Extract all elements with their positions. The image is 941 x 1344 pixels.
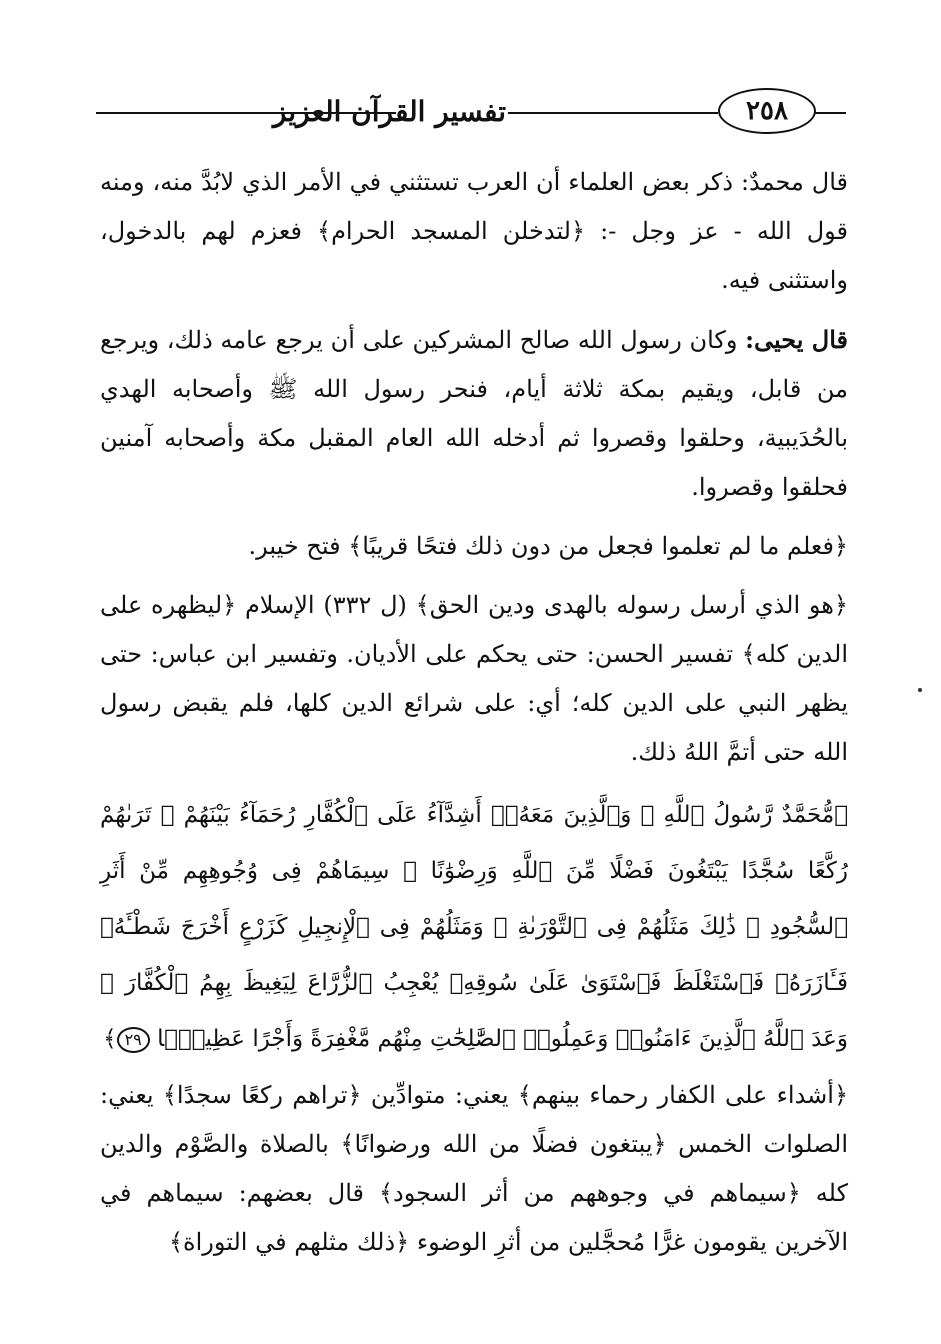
paragraph — [100, 315, 848, 512]
paragraph — [100, 581, 848, 777]
paragraph-text: ﴿هو الذي أرسل رسوله بالهدى ودين الحق﴾ (ل ٣٣٢) الإسلام ﴿ليظهره على الدين كله﴾ تفسير الحسن: حتى يحكم على الأديان. وتفسير ابن عباس: حتى يظهر النبي على الدين كله؛ أي: على شرائع الدين كلها، فلم يقبض رسول الله حتى أتمَّ اللهُ ذلك. — [100, 591, 848, 766]
header-rule — [814, 112, 846, 114]
scan-speck — [918, 688, 922, 692]
paragraph — [100, 158, 848, 305]
ayah-number-marker: ٢٩ — [117, 1027, 150, 1053]
speaker-label: قال يحيى: — [745, 325, 849, 354]
page-number: ٢٥٨ — [718, 88, 816, 134]
paragraph-text: ﴿فعلم ما لم تعلموا فجعل من دون ذلك فتحًا قريبًا﴾ فتح خيبر. — [248, 532, 848, 560]
paragraph-text: ﴿أشداء على الكفار رحماء بينهم﴾ يعني: متوادِّين ﴿تراهم ركعًا سجدًا﴾ يعني: الصلوات الخمس ﴿يبتغون فضلًا من الله ورضوانًا﴾ بالصلاة والصَّوْم والدين كله ﴿سيماهم في وجوههم من أثر السجود﴾ قال بعضهم: سيماهم في الآخرين يقومون غرًّا مُحجَّلين من أثرِ الوضوء ﴿ذلك مثلهم في التوراة﴾ — [100, 1081, 848, 1256]
paragraph — [100, 522, 848, 571]
verse-closing-bracket: ﴾ — [103, 1026, 117, 1052]
quran-verse — [100, 787, 848, 1067]
paragraph-text: قال محمدٌ: ذكر بعض العلماء أن العرب تستثني في الأمر الذي لابُدَّ منه، ومنه قول الله - عز وجل -: ﴿لتدخلن المسجد الحرام﴾ فعزم لهم بالدخول، واستثنى فيه. — [100, 168, 849, 294]
page-body — [100, 158, 848, 1277]
verse-text: ﴿مُّحَمَّدٌ رَّسُولُ ٱللَّهِ ۚ وَٱلَّذِينَ مَعَهُۥٓ أَشِدَّآءُ عَلَى ٱلْكُفَّارِ رُحَمَآءُ بَيْنَهُمْ ۖ تَرَىٰهُمْ رُكَّعًا سُجَّدًا يَبْتَغُونَ فَضْلًا مِّنَ ٱللَّهِ وَرِضْوَٰنًا ۖ سِيمَاهُمْ فِى وُجُوهِهِم مِّنْ أَثَرِ ٱلسُّجُودِ ۚ ذَٰلِكَ مَثَلُهُمْ فِى ٱلتَّوْرَىٰةِ ۚ وَمَثَلُهُمْ فِى ٱلْإِنجِيلِ كَزَرْعٍ أَخْرَجَ شَطْـَٔهُۥ فَـَٔازَرَهُۥ فَٱسْتَغْلَظَ فَٱسْتَوَىٰ عَلَىٰ سُوقِهِۦ يُعْجِبُ ٱلزُّرَّاعَ لِيَغِيظَ بِهِمُ ٱلْكُفَّارَ ۗ وَعَدَ ٱللَّهُ ٱلَّذِينَ ءَامَنُوا۟ وَعَمِلُوا۟ ٱلصَّٰلِحَٰتِ مِنْهُم مَّغْفِرَةً وَأَجْرًا عَظِيمًۢا — [100, 802, 848, 1052]
page-header — [96, 82, 846, 142]
paragraph — [100, 1071, 848, 1267]
header-rule — [508, 112, 718, 114]
running-title: تفسير القرآن العزيز — [272, 95, 506, 128]
paragraph-text: وكان رسول الله صالح المشركين على أن يرجع عامه ذلك، ويرجع من قابل، ويقيم بمكة ثلاثة أيام، فنحر رسول الله ﷺ وأصحابه الهدي بالحُدَيبية، وحلقوا وقصروا ثم أدخله الله العام المقبل مكة وأصحابه آمنين فحلقوا وقصروا. — [100, 326, 848, 501]
